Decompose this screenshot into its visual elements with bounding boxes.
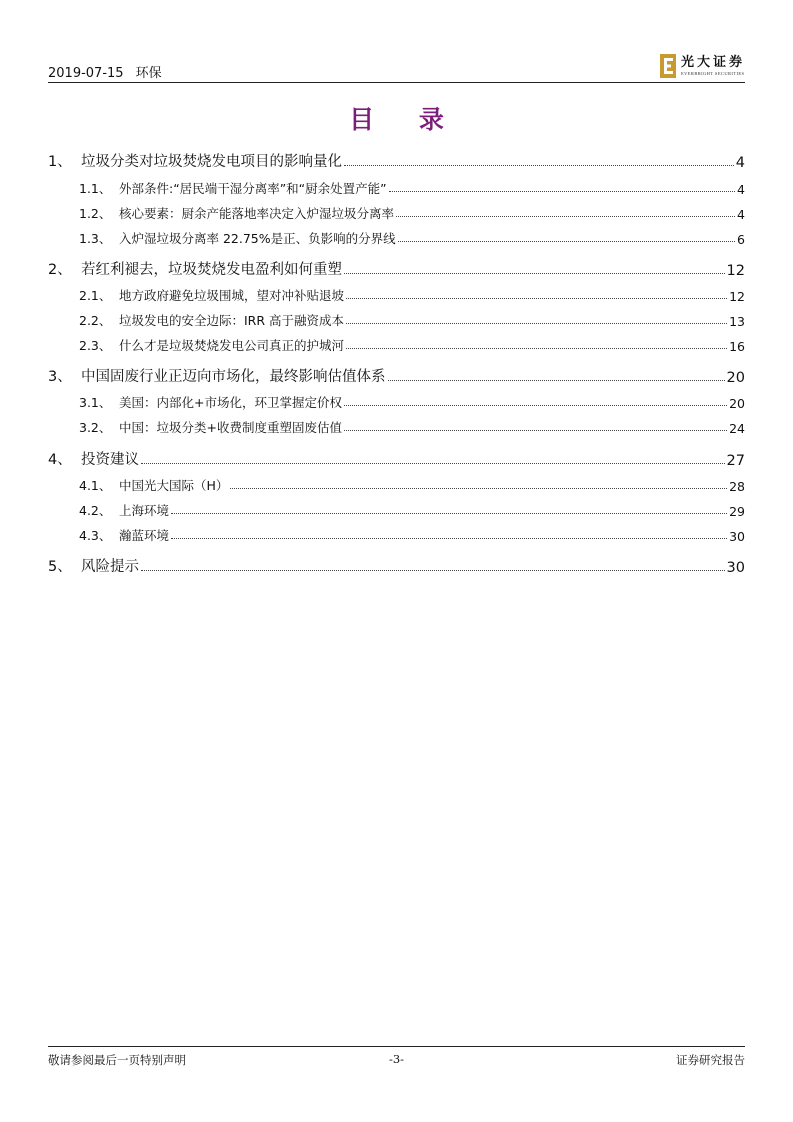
toc-entry[interactable] — [48, 259, 745, 279]
page-footer — [48, 1052, 745, 1068]
toc-entry-page: 16 — [729, 339, 745, 354]
toc-entry-number: 2、 — [48, 262, 72, 278]
toc-entry-label: 什么才是垃圾焚烧发电公司真正的护城河 — [119, 338, 345, 353]
toc-entry-label: 投资建议 — [81, 452, 139, 468]
header-divider — [48, 82, 745, 83]
toc-entry-number: 4.1、 — [79, 478, 112, 493]
toc-entry-number: 1、 — [48, 154, 72, 170]
toc-entry-page: 13 — [729, 314, 745, 329]
toc-entry[interactable] — [48, 177, 745, 197]
page-header — [48, 52, 745, 82]
toc-leader-dots — [346, 322, 727, 324]
toc-entry[interactable] — [48, 151, 745, 171]
everbright-logo — [660, 52, 745, 80]
toc-leader-dots — [171, 512, 727, 514]
toc-entry-number: 1.3、 — [79, 231, 112, 246]
toc-leader-dots — [396, 215, 735, 217]
toc-entry-label: 外部条件:“居民端干湿分离率”和“厨余处置产能” — [119, 181, 387, 196]
toc-leader-dots — [398, 240, 735, 242]
toc-entry-label: 中国光大国际（H） — [119, 478, 229, 493]
toc-entry[interactable] — [48, 366, 745, 386]
toc-entry-page: 28 — [729, 479, 745, 494]
footer-divider — [48, 1046, 745, 1047]
toc-entry[interactable] — [48, 309, 745, 329]
toc-entry-number: 3.2、 — [79, 420, 112, 435]
toc-entry[interactable] — [48, 524, 745, 544]
toc-entry-number: 2.3、 — [79, 338, 112, 353]
toc-entry-page: 20 — [726, 370, 745, 386]
toc-entry-label: 垃圾发电的安全边际：IRR 高于融资成本 — [119, 313, 345, 328]
toc-entry-label: 美国：内部化+市场化，环卫掌握定价权 — [119, 395, 342, 410]
toc-entry[interactable] — [48, 474, 745, 494]
toc-leader-dots — [346, 347, 727, 349]
report-type: 证券研究报告 — [676, 1053, 745, 1067]
toc-leader-dots — [344, 164, 734, 166]
toc-entry-number: 4、 — [48, 452, 72, 468]
toc-entry-page: 12 — [726, 263, 745, 279]
toc-entry-label: 风险提示 — [81, 559, 139, 575]
toc-entry-number: 2.2、 — [79, 313, 112, 328]
toc-entry-page: 30 — [726, 560, 745, 576]
toc-entry[interactable] — [48, 284, 745, 304]
toc-entry-label: 若红利褪去，垃圾焚烧发电盈利如何重塑 — [81, 262, 342, 278]
page-number: -3- — [388, 1052, 405, 1066]
toc-entry-page: 4 — [735, 155, 745, 171]
toc-leader-dots — [230, 487, 727, 489]
toc-entry-label: 地方政府避免垃圾围城，望对冲补贴退坡 — [119, 288, 345, 303]
toc-entry-label: 上海环境 — [119, 503, 170, 518]
toc-entry-number: 4.3、 — [79, 528, 112, 543]
logo-name-en: EVERBRIGHT SECURITIES — [680, 71, 745, 76]
toc-leader-dots — [344, 272, 725, 274]
toc-entry-number: 3、 — [48, 369, 72, 385]
toc-entry[interactable] — [48, 334, 745, 354]
toc-entry[interactable] — [48, 227, 745, 247]
toc-entry-page: 27 — [726, 453, 745, 469]
toc-entry[interactable] — [48, 499, 745, 519]
toc-title: 目 录 — [349, 105, 462, 134]
toc-entry-number: 1.2、 — [79, 206, 112, 221]
toc-leader-dots — [389, 190, 735, 192]
toc-entry-number: 5、 — [48, 559, 72, 575]
report-date: 2019-07-15 — [48, 66, 124, 81]
toc-entry-number: 3.1、 — [79, 395, 112, 410]
toc-entry[interactable] — [48, 449, 745, 469]
everbright-e-logo-icon — [660, 54, 676, 78]
disclaimer-notice: 敬请参阅最后一页特别声明 — [48, 1053, 186, 1067]
toc-entry-label: 入炉湿垃圾分离率 22.75%是正、负影响的分界线 — [119, 231, 396, 246]
toc-entry[interactable] — [48, 556, 745, 576]
toc-entry[interactable] — [48, 416, 745, 436]
toc-entry[interactable] — [48, 391, 745, 411]
toc-leader-dots — [344, 429, 727, 431]
toc-entry-page: 4 — [737, 182, 745, 197]
toc-entry-number: 2.1、 — [79, 288, 112, 303]
toc-entry-page: 6 — [737, 232, 745, 247]
logo-name-cn: 光大证券 — [680, 55, 745, 70]
report-category: 环保 — [135, 66, 162, 81]
toc-leader-dots — [344, 404, 727, 406]
toc-entry-page: 29 — [729, 504, 745, 519]
toc-entry-label: 中国：垃圾分类+收费制度重塑固废估值 — [119, 420, 342, 435]
toc-leader-dots — [388, 379, 725, 381]
toc-entry-label: 垃圾分类对垃圾焚烧发电项目的影响量化 — [81, 154, 342, 170]
toc-entry-label: 核心要素：厨余产能落地率决定入炉湿垃圾分离率 — [119, 206, 395, 221]
toc-leader-dots — [141, 569, 725, 571]
toc-entry-page: 30 — [729, 529, 745, 544]
toc-entry-number: 1.1、 — [79, 181, 112, 196]
toc-entry-page: 24 — [729, 421, 745, 436]
toc-leader-dots — [141, 462, 725, 464]
toc-entry-label: 瀚蓝环境 — [119, 528, 170, 543]
toc-leader-dots — [171, 537, 727, 539]
toc-entry-page: 4 — [737, 207, 745, 222]
toc-entry-label: 中国固废行业正迈向市场化，最终影响估值体系 — [81, 369, 386, 385]
header-meta — [48, 62, 174, 81]
toc-entry-page: 20 — [729, 396, 745, 411]
toc-entry-page: 12 — [729, 289, 745, 304]
toc-leader-dots — [346, 297, 727, 299]
toc-entry-number: 4.2、 — [79, 503, 112, 518]
toc-entry[interactable] — [48, 202, 745, 222]
